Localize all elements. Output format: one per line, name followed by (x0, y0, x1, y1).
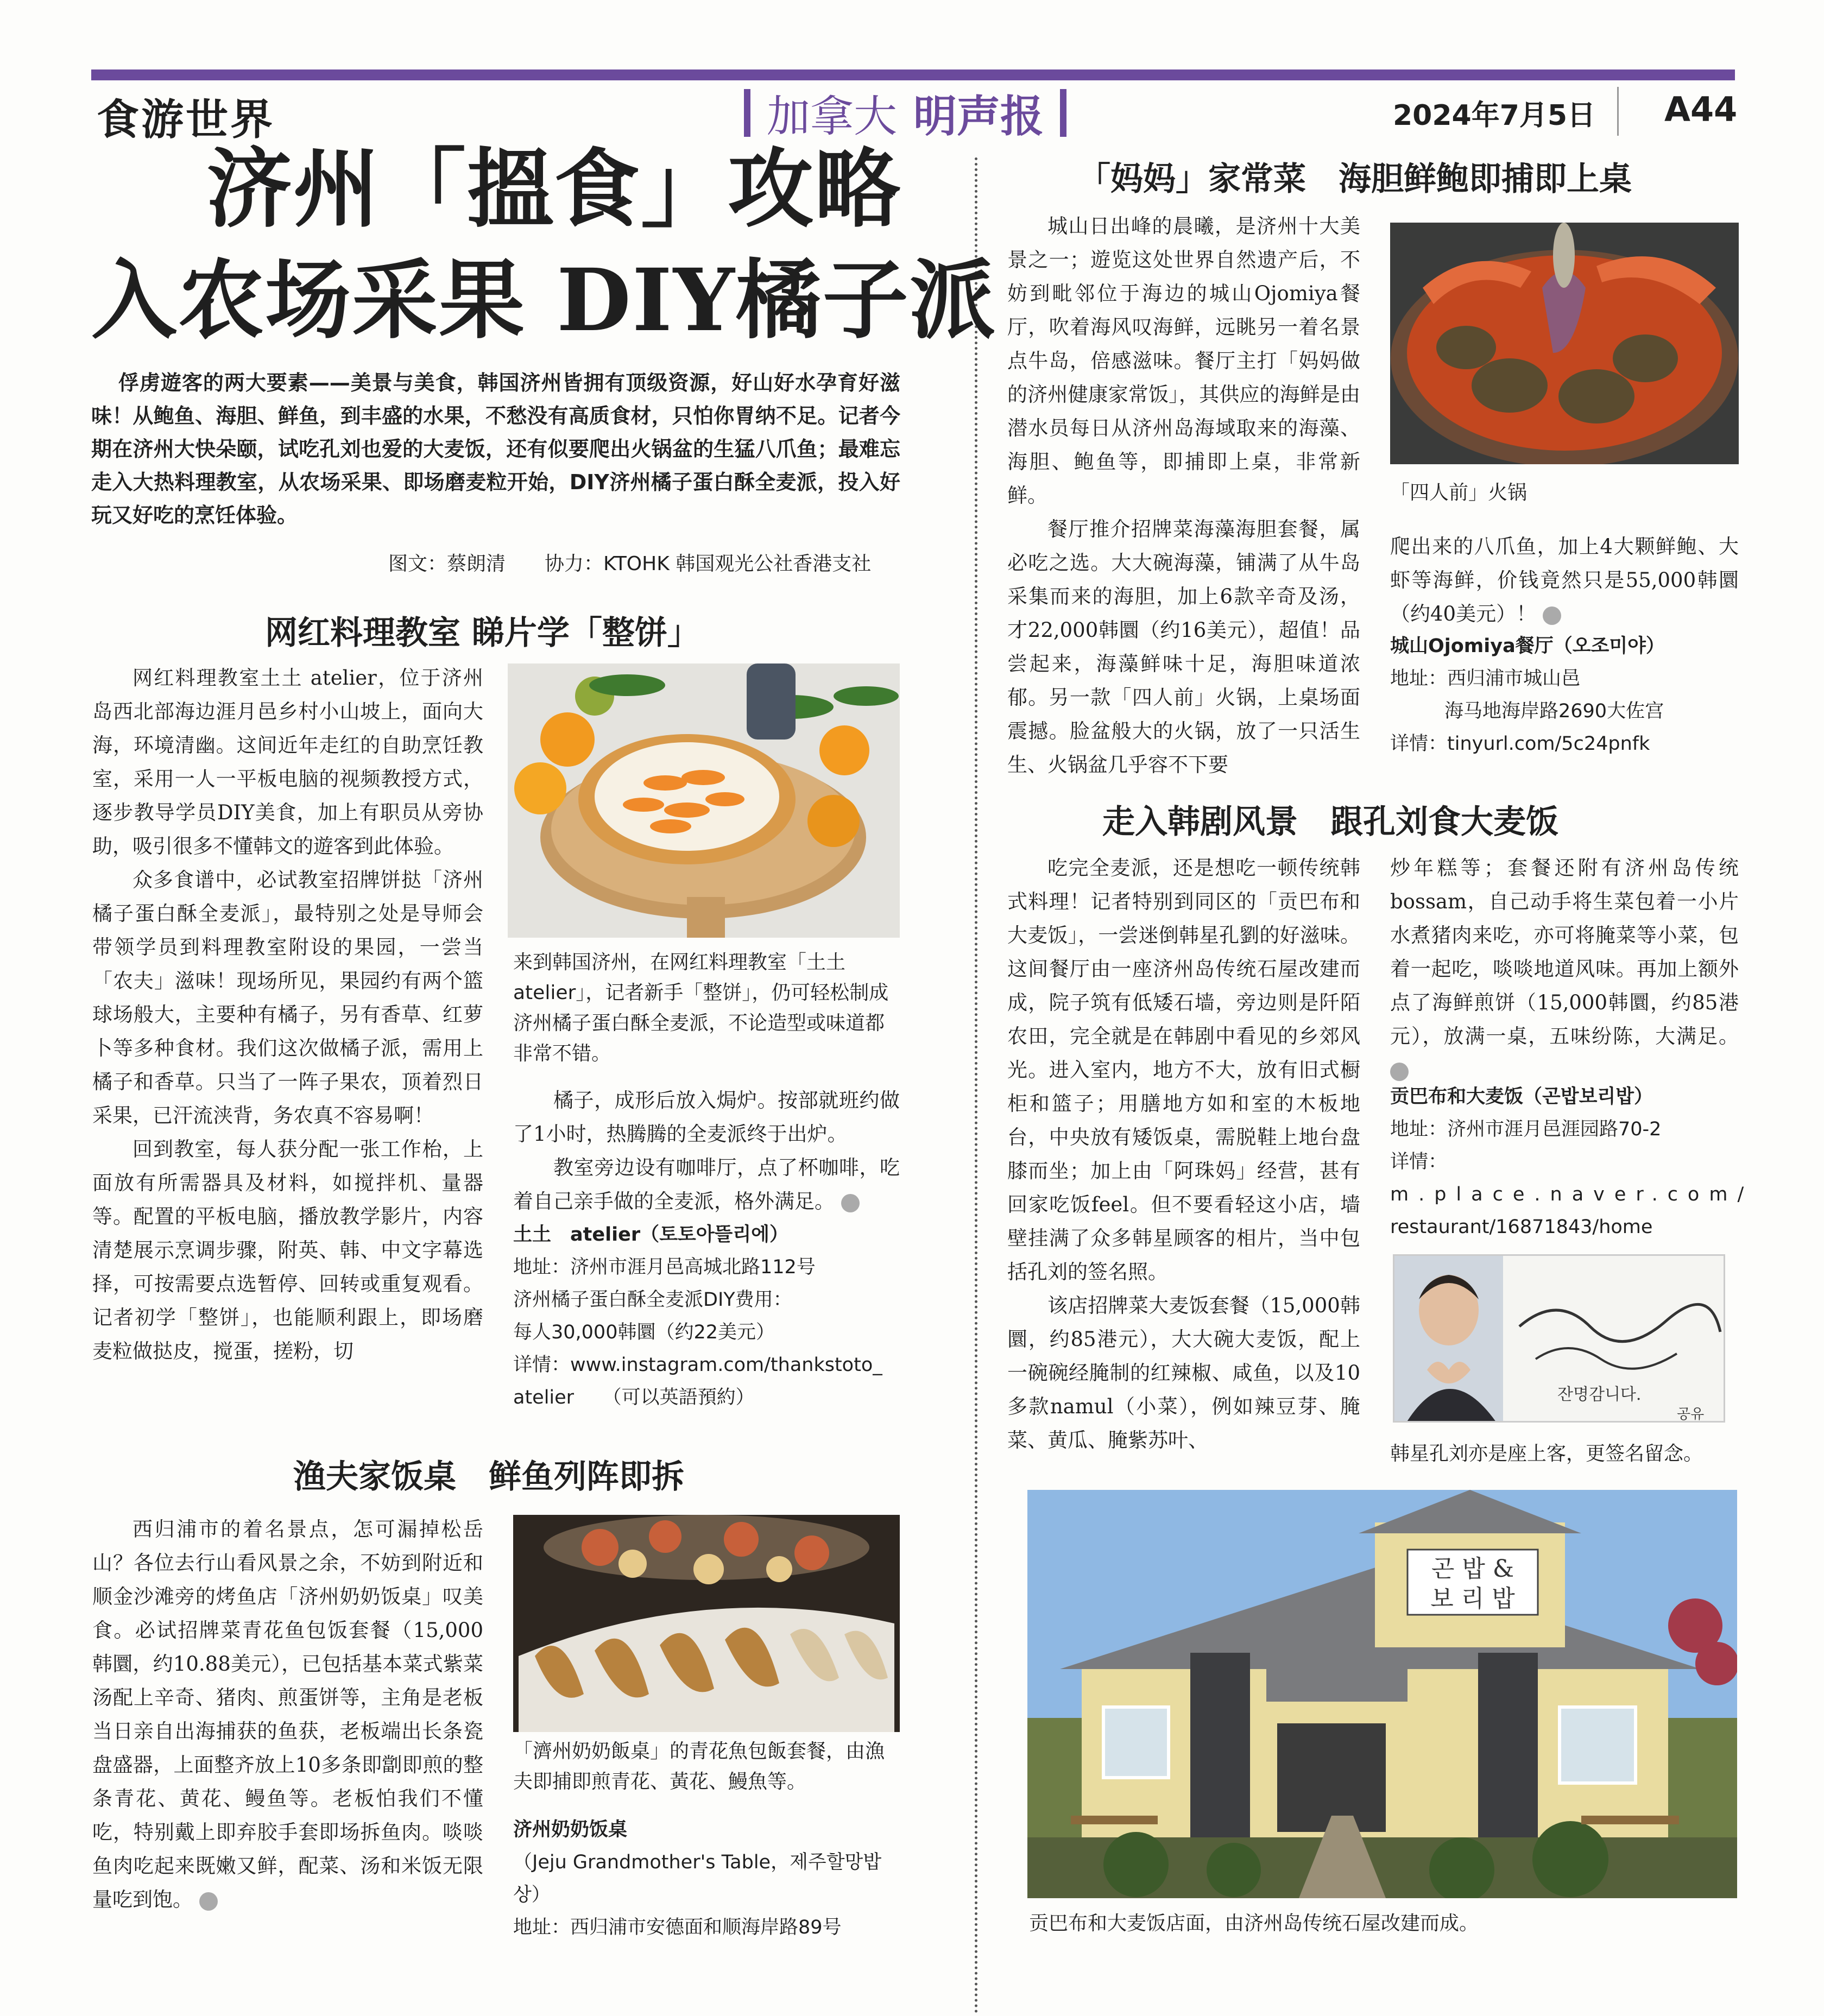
s2-paragraph: 西归浦市的着名景点，怎可漏掉松岳山？各位去行山看风景之余，不妨到附近和顺金沙滩旁的烤鱼店「济州奶奶饭桌」叹美食。必试招牌菜青花鱼包饭套餐（15,000韩圜，约10.88美元），已包括基本菜式紫菜汤配上辛奇、猪肉、煎蛋饼等，主角是老板当日亲自出海捕获的鱼获，老板端出长条瓷盘盛器，上面整齐放上10多条即劏即煎的整条青花、黄花、鳗鱼等。老板怕我们不懂吃，特别戴上即弃胶手套即场拆鱼肉。啖啖鱼肉吃起来既嫩又鲜，配菜、汤和米饭无限量吃到饱。 (92, 1518, 483, 1911)
s4-paragraph: 该店招牌菜大麦饭套餐（15,000韩圜，约85港元），大大碗大麦饭，配上一碗碗经腌制的红辣椒、咸鱼，以及10多款namul（小菜），例如辣豆芽、腌菜、黄瓜、腌紫苏叶、 (1007, 1294, 1360, 1452)
s1-column2 (513, 1084, 900, 1218)
s1-info-link-cont: atelier （可以英語預約） (513, 1387, 755, 1408)
shop-sign-line1: 곤 밥 & (1431, 1555, 1514, 1583)
s1-info (513, 1218, 900, 1414)
s1-info-address: 地址：济州市涯月邑高城北路112号 (513, 1256, 816, 1278)
tart-caption: 来到韩国济州，在网红料理教室「土土 atelier」，记者新手「整饼」，仍可轻松制成济州橘子蛋白酥全麦派，不论造型或味道都非常不错。 (513, 951, 889, 1065)
s4-info-link-cont[interactable]: restaurant/16871843/home (1390, 1216, 1653, 1238)
section-title: 食游世界 (97, 95, 275, 144)
s4-info-address: 地址：济州市涯月邑涯园路70-2 (1390, 1118, 1662, 1140)
restaurant-caption: 贡巴布和大麦饭店面，由济州岛传统石屋改建而成。 (1029, 1912, 1479, 1935)
s3-info (1390, 630, 1739, 760)
s4-info-name: 贡巴布和大麦饭（곤밥보리밥） (1390, 1086, 1653, 1108)
masthead-name: 明声报 (913, 91, 1044, 142)
s1-info-name: 土土 atelier（토토아뜰리에） (513, 1224, 788, 1246)
s3-paragraph: 爬出来的八爪鱼，加上4大颗鲜鲍、大虾等海鲜，价钱竟然只是55,000韩圜（约40美元）！ (1390, 535, 1739, 625)
header-rule (91, 69, 1735, 80)
header-divider (1617, 87, 1619, 136)
s4-heading: 走入韩剧风景 跟孔刘食大麦饭 (1102, 803, 1558, 841)
hotpot-caption: 「四人前」火锅 (1390, 482, 1528, 504)
byline: 图文：蔡朗清 协力：KTOHK 韩国观光公社香港支社 (388, 553, 872, 575)
end-mark-icon (1543, 606, 1561, 625)
end-mark-icon (841, 1194, 860, 1212)
s3-info-name: 城山Ojomiya餐厅（오조미야） (1390, 635, 1665, 657)
s2-heading: 渔夫家饭桌 鲜鱼列阵即拆 (293, 1458, 684, 1496)
s3-paragraph: 城山日出峰的晨曦，是济州十大美景之一；遊览这处世界自然遗产后，不妨到毗邻位于海边的城山Ojomiya餐厅，吹着海风叹海鲜，远眺另一着名景点牛岛，倍感滋味。餐厅主打「妈妈做的济州健康家常饭」，其供应的海鲜是由潜水员每日从济州岛海域取来的海藻、海胆、鲍鱼等，即捕即上桌，非常新鲜。 (1007, 214, 1360, 507)
s4-paragraph: 炒年糕等；套餐还附有济州岛传统bossam，自己动手将生菜包着一小片水煮猪肉来吃，亦可将腌菜等小菜，包着一起吃，啖啖地道风味。再加上额外点了海鲜煎饼（15,000韩圜，约85港元），放满一桌，五味纷陈，大满足。 (1390, 856, 1739, 1048)
s1-info-link[interactable]: 详情：www.instagram.com/thankstoto_ (513, 1354, 882, 1376)
s3-heading: 「妈妈」家常菜 海胆鲜鲍即捕即上桌 (1078, 160, 1632, 198)
s3-info-link[interactable]: 详情：tinyurl.com/5c24pnfk (1390, 733, 1650, 755)
s2-info-english-name: （Jeju Grandmother's Table，제주할망밥상） (513, 1851, 882, 1906)
s1-column1 (92, 661, 483, 1368)
lead-paragraph: 俘虏遊客的两大要素——美景与美食，韩国济州皆拥有顶级资源，好山好水孕育好滋味！从鲍鱼、海胆、鲜鱼，到丰盛的水果，不愁没有高质食材，只怕你胃纳不足。记者今期在济州大快朵颐，试吃孔刘也爱的大麦饭，还有似要爬出火锅盆的生猛八爪鱼；最难忘走入大热料理教室，从农场采果、即场磨麦粒开始，DIY济州橘子蛋白酥全麦派，投入好玩又好吃的烹饪体验。 (91, 371, 900, 527)
s4-info-link-label: 详情： (1390, 1151, 1448, 1173)
end-mark-icon (1390, 1063, 1409, 1081)
fish-photo (513, 1515, 900, 1732)
masthead (744, 81, 1066, 144)
masthead-bar-left (744, 89, 750, 137)
s4-column2 (1390, 851, 1739, 1087)
signature-text: 잔명감니다. (1557, 1385, 1642, 1404)
s4-info (1390, 1080, 1754, 1243)
s3-paragraph: 餐厅推介招牌菜海藻海胆套餐，属必吃之选。大大碗海藻，铺满了从牛岛采集而来的海胆，加上6款辛奇及汤，才22,000韩圜（约16美元），超值！品尝起来，海藻鲜味十足，海胆味道浓郁。另一款「四人前」火锅，上桌场面震撼。脸盆般大的火锅，放了一只活生生、火锅盆几乎容不下要 (1007, 517, 1360, 776)
s1-paragraph: 橘子，成形后放入焗炉。按部就班约做了1小时，热腾腾的全麦派终于出炉。 (513, 1089, 900, 1146)
gongyoo-signature-photo (1393, 1254, 1725, 1423)
hotpot-photo (1390, 223, 1739, 464)
s2-info-address: 地址：西归浦市安德面和顺海岸路89号 (513, 1917, 842, 1938)
s1-heading: 网红料理教室 睇片学「整饼」 (265, 614, 700, 652)
s1-paragraph: 回到教室，每人获分配一张工作枱，上面放有所需器具及材料，如搅拌机、量器等。配置的平板电脑，播放教学影片，内容清楚展示烹调步骤，附英、韩、中文字幕选择，可按需要点选暂停、回转或重复观看。记者初学「整饼」，也能顺利跟上，即场磨麦粒做挞皮，搅蛋，搓粉，切 (92, 1137, 483, 1363)
s1-info-fee-label: 济州橘子蛋白酥全麦派DIY费用： (513, 1289, 792, 1311)
s3-column2 (1390, 530, 1739, 631)
signature-name: 공유 (1677, 1406, 1705, 1423)
s3-info-address-cont: 海马地海岸路2690大佐宫 (1444, 700, 1664, 722)
masthead-country: 加拿大 (767, 91, 897, 142)
headline-line2: 入农场采果 DIY橘子派 (91, 250, 996, 351)
s1-info-fee: 每人30,000韩圜（约22美元） (513, 1322, 775, 1343)
s4-column1 (1007, 851, 1360, 1457)
tart-photo (508, 663, 900, 938)
shop-sign-line2: 보 리 밥 (1430, 1585, 1515, 1613)
s2-body (92, 1513, 483, 1917)
s3-info-address: 地址：西归浦市城山邑 (1390, 668, 1581, 690)
issue-date: 2024年7月5日 (1393, 99, 1596, 132)
s2-info-name: 济州奶奶饭桌 (513, 1819, 628, 1841)
masthead-bar-right (1060, 89, 1066, 137)
s3-column1 (1007, 210, 1360, 782)
s4-info-link[interactable]: m.place.naver.com/ (1390, 1184, 1754, 1205)
page-number: A44 (1664, 90, 1738, 129)
s1-paragraph: 众多食谱中，必试教室招牌饼挞「济州橘子蛋白酥全麦派」，最特别之处是导师会带领学员到料理教室附设的果园，一尝当「农夫」滋味！现场所见，果园约有两个篮球场般大，主要种有橘子，另有香草、红萝卜等多种食材。我们这次做橘子派，需用上橘子和香草。只当了一阵子果农，顶着烈日采果，已汗流浃背，务农真不容易啊！ (92, 868, 483, 1127)
end-mark-icon (199, 1892, 218, 1911)
s4-paragraph: 吃完全麦派，还是想吃一顿传统韩式料理！记者特别到同区的「贡巴布和大麦饭」，一尝迷倒韩星孔劉的好滋味。这间餐厅由一座济州岛传统石屋改建而成，院子筑有低矮石墙，旁边则是阡陌农田，完全就是在韩剧中看见的乡郊风光。进入室内，地方不大，放有旧式橱柜和篮子；用膳地方如和室的木板地台，中央放有矮饭桌，需脱鞋上地台盘膝而坐；加上由「阿珠妈」经营，甚有回家吃饭feel。但不要看轻这小店，墙壁挂满了众多韩星顾客的相片，当中包括孔刘的签名照。 (1007, 856, 1360, 1284)
s2-info (513, 1813, 900, 1944)
s1-paragraph: 教室旁边设有咖啡厅，点了杯咖啡，吃着自己亲手做的全麦派，格外满足。 (513, 1156, 900, 1213)
fish-caption: 「濟州奶奶飯桌」的青花魚包飯套餐，由漁夫即捕即煎青花、黃花、鰻魚等。 (513, 1740, 885, 1793)
column-divider (975, 157, 977, 2014)
s1-paragraph: 网红料理教室土土 atelier，位于济州岛西北部海边涯月邑乡村小山坡上，面向大海，环境清幽。这间近年走红的自助烹饪教室，采用一人一平板电脑的视频教授方式，逐步教导学员DIY美食，加上有职员从旁协助，吸引很多不懂韩文的遊客到此体验。 (92, 666, 483, 858)
headline-line1: 济州「搵食」攻略 (206, 139, 901, 239)
gongyoo-caption: 韩星孔刘亦是座上客，更签名留念。 (1390, 1443, 1703, 1465)
restaurant-photo (1027, 1490, 1737, 1898)
